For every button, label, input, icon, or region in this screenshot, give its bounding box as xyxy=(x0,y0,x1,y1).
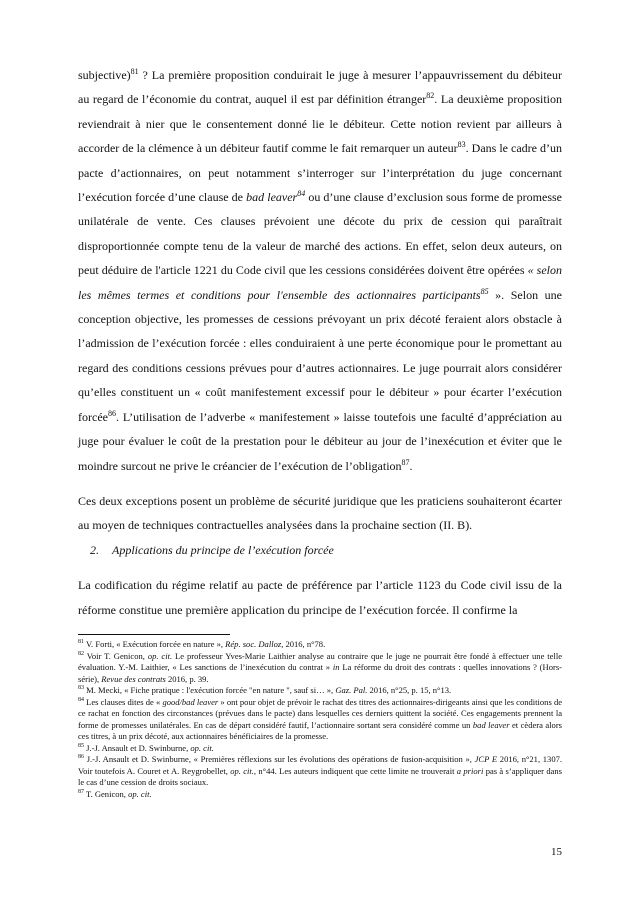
footnote-87: $^{87}$ T. Genicon, op. cit. xyxy=(78,788,152,799)
footnotes xyxy=(78,639,562,800)
footnote-separator xyxy=(78,634,230,635)
footnote-85: $^{85}$ J.-J. Ansault et D. Swinburne, op. cit. xyxy=(78,742,214,753)
paragraph-1: subjective)$^{81}$ ? La première proposition conduirait le juge à mesurer l’appauvrissement du débiteur au regard de l’économie du contrat, auquel il est par définition étranger$^{82}$. La deuxième proposition reviendrait à nier que le consentement donné lie le débiteur. Cette notion revient par ailleurs à accorder de la clémence à un débiteur fautif comme le fait remarquer un auteur$^{83}$. Dans le cadre d’un pacte d’actionnaires, on peut notamment s’interroger sur l’interprétation du juge concernant l’exécution forcée d’une clause de bad leaver$^{84}$ ou d’une clause d’exclusion sous forme de promesse unilatérale de vente. Ces clauses prévoient une décote du prix de cession qui paraîtrait disproportionnée compte tenu de la valeur de marché des actions. En effet, selon deux auteurs, on peut déduire de l'article 1221 du Code civil que les cessions considérées doivent être opérées « selon les mêmes termes et conditions pour l'ensemble des actionnaires participants$^{85}$ ». Selon une conception objective, les promesses de cessions prévoyant un prix décoté feraient alors obstacle à l’admission de l’exécution forcée : elles conduiraient à une perte économique pour le promettant au regard des conditions cessions prévues pour d’autres actionnaires. Le juge pourrait alors considérer qu’elles constituent un « coût manifestement excessif pour le débiteur » pour écarter l’exécution forcée$^{86}$. L’utilisation de l’adverbe « manifestement » laisse toutefois une faculté d’appréciation au juge pour évaluer le coût de la prestation pour le débiteur au jour de l’inexécution et éviter que le moindre surcout ne prive le créancier de l’exécution de l’obligation$^{87}$. xyxy=(78,67,563,473)
footnote-ref-85[interactable]: 85 xyxy=(480,286,489,296)
main-text xyxy=(78,63,562,622)
footnote-86: $^{86}$ J.-J. Ansault et D. Swinburne, « Premières réflexions sur les évolutions des opérations de fusion-acquisition », JCP E 2016, n°21, 1307. Voir toutefois A. Couret et A. Reygrobellet, op. cit., n°44. Les auteurs indiquent que cette limite ne trouverait a priori pas à s’appliquer dans le cas d’une cession de droits sociaux. xyxy=(78,754,563,787)
footnote-83: $^{83}$ M. Mecki, « Fiche pratique : l'exécution forcée "en nature ", sauf si… », Gaz. Pal. 2016, n°25, p. 15, n°13. xyxy=(78,685,452,695)
quotation: « selon les mêmes termes et conditions pour l'ensemble des actionnaires participants xyxy=(78,263,562,302)
footnote-ref-83[interactable]: 83 xyxy=(457,140,466,150)
page-number: 15 xyxy=(551,846,562,858)
footnote-ref-87[interactable]: 87 xyxy=(401,457,410,467)
paragraph-3: La codification du régime relatif au pacte de préférence par l’article 1123 du Code civil issu de la réforme constitue une première application du principe de l’exécution forcée. Il confirme la xyxy=(78,578,562,617)
section-number: 2. xyxy=(90,542,99,557)
term-bad-leaver: bad leaver xyxy=(246,190,298,205)
paragraph-2: Ces deux exceptions posent un problème de sécurité juridique que les praticiens souhaiteront écarter au moyen de techniques contractuelles analysées dans la prochaine section (II. B). xyxy=(78,493,562,533)
section-title: Applications du principe de l’exécution forcée xyxy=(112,542,334,557)
footnote-82: $^{82}$ Voir T. Genicon, op. cit. Le professeur Yves-Marie Laithier analyse au contraire que le juge ne pourrait être fondé à effectuer une telle évaluation. Y.-M. Laithier, « Les sanctions de l’inexécution du contrat » in La réforme du droit des contrats : quelles innovations ? (Hors-série), Revue des contrats 2016, p. 39. xyxy=(78,650,563,684)
footnote-84: $^{84}$ Les clauses dites de « good/bad leaver » ont pour objet de prévoir le rachat des titres des actionnaires-dirigeants ainsi que les conditions de ce rachat en fonction des circonstances (prévues dans le pacte) dans lesquelles ces derniers quittent la société. Ces engagements prennent la forme de promesses unilatérales. En cas de départ considéré fautif, l’actionnaire sortant sera considéré comme un bad leaver et cèdera alors ces titres, à un prix décoté, aux actionnaires bénéficiaires de la promesse. xyxy=(78,696,563,741)
section-heading xyxy=(78,538,562,562)
footnote-ref-82[interactable]: 82 xyxy=(426,91,435,101)
footnote-81: $^{81}$ V. Forti, « Exécution forcée en nature », Rép. soc. Dalloz, 2016, n°78. xyxy=(78,639,326,649)
footnote-ref-86[interactable]: 86 xyxy=(107,408,116,418)
footnote-ref-84[interactable]: 84 xyxy=(297,189,306,199)
footnote-ref-81[interactable]: 81 xyxy=(130,67,139,76)
